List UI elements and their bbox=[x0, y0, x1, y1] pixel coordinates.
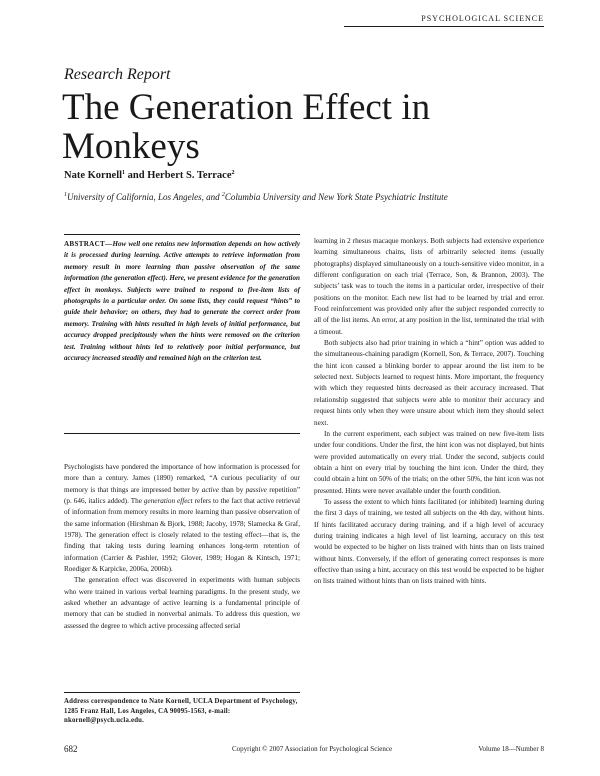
copyright-line: Copyright © 2007 Association for Psychological Science bbox=[232, 745, 393, 753]
author-line bbox=[64, 170, 234, 181]
footnote-rule bbox=[64, 692, 300, 693]
body-emphasis: passive bbox=[245, 485, 267, 494]
body-emphasis: active bbox=[201, 485, 219, 494]
body-text: than by bbox=[218, 485, 246, 494]
footnote-text: Address correspondence to Nate Kornell, UCLA Department of Psychology, 1285 Franz Hall, Los Angeles, CA 90095-1563, e-mail: nkornell@psych.ucla.edu. bbox=[64, 698, 298, 725]
body-column-right bbox=[314, 236, 544, 588]
affiliation-text: University of California, Los Angeles, and bbox=[67, 192, 222, 202]
body-text: Psychologists have pondered the importance of how information is processed for more than a century. James (1890) remarked, “A curious peculiarity of our memory is that things are impressed better by bbox=[64, 463, 300, 494]
abstract-text: How well one retains new information depends on how actively it is processed during learning. Active attempts to retrieve information from memory result in more learning than passive observation of the same information (the generation effect). Here, we present evidence for the generation effect in monkeys. Subjects were trained to respond to five-item lists of photographs in a particular order. On some lists, they could request “hints” to guide their behavior; on others, they had to generate the correct order from memory. Training with hints resulted in high levels of initial performance, but accuracy dropped precipitously when the hints were removed on the criterion test. Training without hints led to relatively poor initial performance, but accuracy increased steadily and remained high on the criterion test. bbox=[64, 240, 300, 363]
author-name: Herbert S. Terrace bbox=[147, 170, 232, 181]
body-column-left bbox=[64, 462, 300, 632]
body-paragraph bbox=[64, 462, 300, 575]
page-footer bbox=[64, 744, 544, 756]
running-header bbox=[64, 14, 544, 30]
body-text: refers to the fact that active retrieval of information from memory results in more learning than passive observation of the same information (Hirshman & Bjork, 1988; Jacoby, 1978; Slamecka & Graf, 1978). The generation effect is closely related to the testing effect—that is, the finding that taking tests during learning enhances long-term retention of information (Carrier & Pashler, 1992; Glover, 1989; Hogan & Kintsch, 1971; Roediger & Karpicke, 2006a, 2006b). bbox=[64, 497, 300, 574]
body-paragraph: learning in 2 rhesus macaque monkeys. Both subjects had extensive experience learning simultaneous chains, lists of arbitrarily selected items (usually photographs) displayed simultaneously on a touch-sensitive video monitor, in a different configuration on each trial (Terrace, Son, & Brannon, 2003). The subjects’ task was to touch the items in a particular order, irrespective of their positions on the monitor. Each new list had to be learned by trial and error. Food reinforcement was provided only after the subject responded correctly to all of the list items. An error, at any position in the list, terminated the trial with a timeout. bbox=[314, 237, 544, 336]
abstract bbox=[64, 239, 300, 364]
affiliation-text: Columbia University and New York State Psychiatric Institute bbox=[224, 192, 448, 202]
affiliations bbox=[64, 192, 544, 202]
affil-mark: 1 bbox=[64, 192, 67, 198]
article-type: Research Report bbox=[64, 66, 171, 83]
author-joiner: and bbox=[125, 170, 148, 181]
affil-mark: 2 bbox=[221, 192, 225, 198]
abstract-box bbox=[64, 234, 300, 434]
body-paragraph: Both subjects also had prior training in which a “hint” option was added to the simultaneous-chaining paradigm (Kornell, Son, & Terrace, 2007). Touching the hint icon caused a blinking border to appear around the list item to be selected next. Subjects learned to request hints. More important, the frequency with which they requested hints decreased as their accuracy increased. That relationship suggested that subjects were able to monitor their accuracy and request hints only when they were unsure about which item they should select next. bbox=[314, 339, 544, 427]
page-number: 682 bbox=[64, 744, 78, 754]
body-paragraph: To assess the extent to which hints facilitated (or inhibited) learning during the first 3 days of training, we tested all subjects on the 4th day, without hints. If hints facilitated accuracy during training, and if a high level of accuracy during training indicates a high level of list learning, accuracy on this test would be expected to be higher on lists trained with hints than on lists trained without hints. Conversely, if the effort of generating correct responses is more effective than using a hint, accuracy on this test would be expected to be higher on lists trained without hints than on lists trained with hints. bbox=[314, 497, 544, 586]
abstract-bottom-rule bbox=[64, 433, 300, 434]
body-paragraph: The generation effect was discovered in experiments with human subjects who were trained in various verbal learning paradigms. In the present study, we asked whether an advantage of active learning is a fundamental principle of memory that can be studied in nonverbal animals. To address this question, we assessed the degree to which active processing affected serial bbox=[64, 576, 300, 630]
author-name: Nate Kornell bbox=[64, 170, 123, 181]
abstract-label: ABSTRACT— bbox=[64, 240, 113, 248]
body-emphasis: generation effect bbox=[143, 497, 193, 506]
body-text: repetition” (p. 646, italics added). The bbox=[64, 485, 301, 506]
abstract-top-rule bbox=[64, 234, 300, 235]
author-affil-mark: 1 bbox=[122, 170, 126, 176]
journal-name: PSYCHOLOGICAL SCIENCE bbox=[421, 14, 544, 23]
body-paragraph: In the current experiment, each subject was trained on new five-item lists under four conditions. Under the first, the hint icon was not displayed, but hints were provided automatically on every trial. Under the second, subjects could obtain a hint on every trial by touching the hint icon. Under the third, they could obtain a hint on 50% of the trials; on the other 50%, the hint icon was not presented. Hints were never available under the fourth condition. bbox=[314, 429, 544, 495]
volume-info: Volume 18—Number 8 bbox=[478, 745, 544, 753]
correspondence-footnote bbox=[64, 692, 300, 726]
article-title: The Generation Effect in Monkeys bbox=[62, 87, 431, 167]
header-rule bbox=[344, 26, 544, 27]
author-affil-mark: 2 bbox=[231, 170, 235, 176]
